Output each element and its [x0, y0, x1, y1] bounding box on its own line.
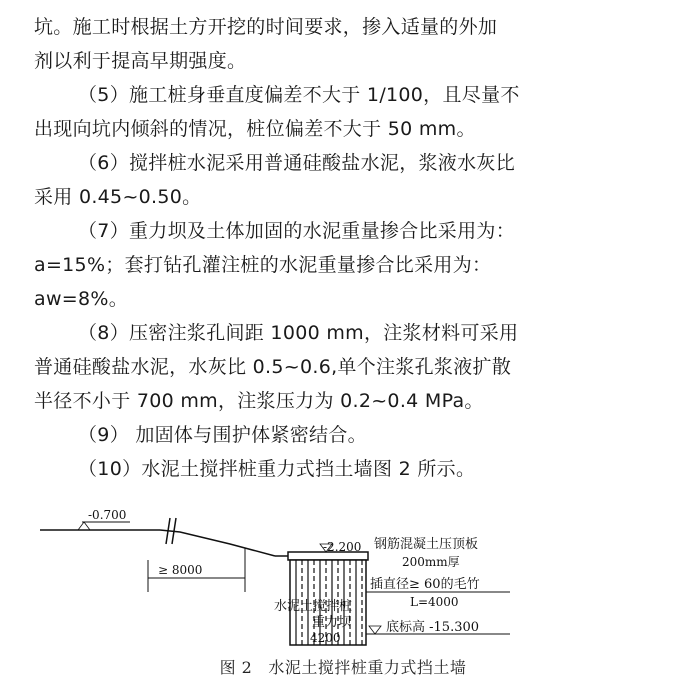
retaining-wall-diagram [30, 500, 630, 650]
bottom-elevation-label: 底标高 -15.300 [386, 620, 480, 635]
distance-label: ≥ 8000 [158, 563, 203, 577]
text-line: 剂以利于提高早期强度。 [34, 50, 247, 72]
wall-label-line1: 水泥土搅拌桩 [274, 599, 353, 614]
retaining-wall-figure [30, 500, 630, 650]
text-line: （5）施工桩身垂直度偏差不大于 1/100，且尽量不 [78, 84, 520, 106]
text-line: （6）搅拌桩水泥采用普通硅酸盐水泥，浆液水灰比 [78, 152, 515, 174]
elevation-top-label: -0.700 [88, 508, 127, 522]
text-line: （7）重力坝及土体加固的水泥重量掺合比采用为： [78, 220, 515, 242]
elevation-triangle-icon [78, 522, 90, 530]
wall-width-label: 4200 [310, 631, 341, 645]
caption-number: 图 2 [219, 658, 253, 677]
text-line: a=15%；套打钻孔灌注桩的水泥重量掺合比采用为： [34, 254, 492, 276]
text-line: 采用 0.45~0.50。 [34, 186, 202, 208]
cap-slab-label: 钢筋混凝土压顶板 [374, 537, 479, 552]
body-text [34, 10, 664, 486]
figure-caption [0, 655, 686, 678]
text-line: 半径不小于 700 mm，注浆压力为 0.2~0.4 MPa。 [34, 390, 484, 412]
wall-label-line2: 重力坝 [312, 615, 352, 630]
text-line: aw=8%。 [34, 288, 129, 310]
bamboo-label: 插直径≥ 60的毛竹 [370, 577, 480, 592]
cap-thickness-label: 200mm厚 [402, 555, 460, 569]
text-line: （10）水泥土搅拌桩重力式挡土墙图 2 所示。 [78, 458, 476, 480]
text-line: 出现向坑内倾斜的情况，桩位偏差不大于 50 mm。 [34, 118, 476, 140]
text-line: （8）压密注浆孔间距 1000 mm，注浆材料可采用 [78, 322, 519, 344]
elevation-triangle-icon [369, 626, 381, 634]
elevation-cap-label: -2.200 [323, 540, 362, 554]
text-line: 坑。施工时根据土方开挖的时间要求，掺入适量的外加 [34, 16, 498, 38]
text-line: （9） 加固体与围护体紧密结合。 [78, 424, 367, 446]
text-line: 普通硅酸盐水泥，水灰比 0.5~0.6,单个注浆孔浆液扩散 [34, 356, 512, 378]
bamboo-length-label: L=4000 [410, 595, 459, 609]
slope-line [160, 530, 275, 556]
caption-title: 水泥土搅拌桩重力式挡土墙 [268, 658, 467, 677]
